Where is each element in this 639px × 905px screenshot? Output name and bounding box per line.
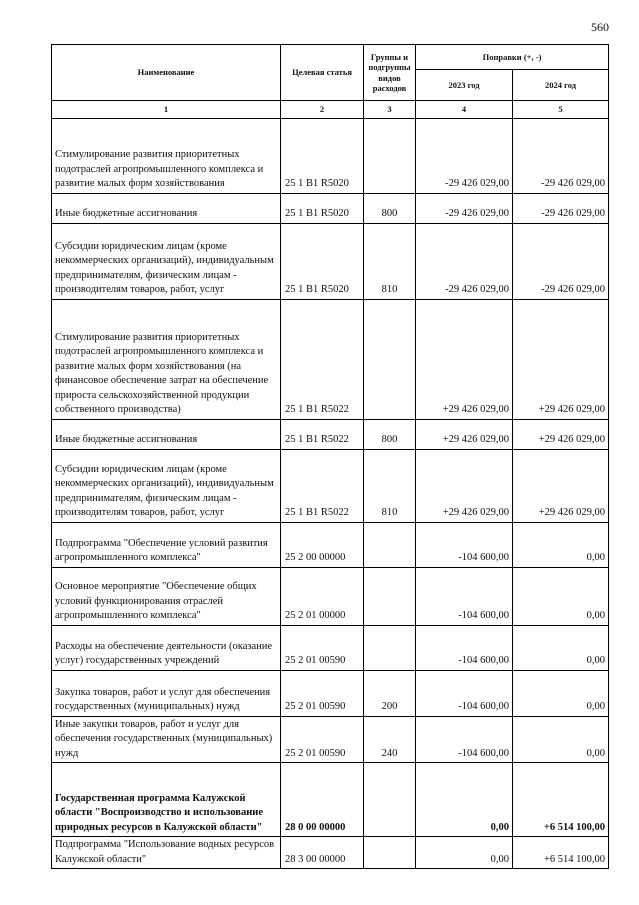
row-code: 25 2 01 00590 xyxy=(281,625,364,670)
row-amount-2024: 0,00 xyxy=(513,716,609,763)
row-amount-2023: +29 426 029,00 xyxy=(416,419,513,449)
row-amount-2024: +29 426 029,00 xyxy=(513,449,609,522)
row-amount-2024: 0,00 xyxy=(513,670,609,716)
header-name: Наименование xyxy=(52,45,281,101)
row-amount-2024: -29 426 029,00 xyxy=(513,223,609,299)
row-name: Расходы на обеспечение деятельности (оказание услуг) государственных учреждений xyxy=(52,625,281,670)
row-amount-2024: +6 514 100,00 xyxy=(513,763,609,837)
row-code: 28 0 00 00000 xyxy=(281,763,364,837)
table-row xyxy=(52,567,609,625)
table-row xyxy=(52,193,609,223)
row-name: Стимулирование развития приоритетных подотраслей агропромышленного комплекса и развитие малых форм хозяйствования (на финансовое обеспечение затрат на обеспечение прироста сельскохозяйственной продукции собственного производства) xyxy=(52,299,281,419)
header-groups: Группы и подгруппы видов расходов xyxy=(364,45,416,101)
row-amount-2023: +29 426 029,00 xyxy=(416,299,513,419)
table-row xyxy=(52,625,609,670)
row-name: Субсидии юридическим лицам (кроме некоммерческих организаций), индивидуальным предпринимателям, физическим лицам - производителям товаров, работ, услуг xyxy=(52,449,281,522)
row-code: 25 1 B1 R5020 xyxy=(281,118,364,193)
row-code: 25 1 B1 R5022 xyxy=(281,299,364,419)
row-amount-2023: -104 600,00 xyxy=(416,625,513,670)
row-amount-2023: -104 600,00 xyxy=(416,522,513,567)
table-row xyxy=(52,670,609,716)
row-amount-2024: 0,00 xyxy=(513,522,609,567)
table-row xyxy=(52,449,609,522)
table-row-program xyxy=(52,763,609,837)
row-amount-2023: -29 426 029,00 xyxy=(416,118,513,193)
row-amount-2024: +6 514 100,00 xyxy=(513,837,609,869)
table-row xyxy=(52,419,609,449)
row-name: Субсидии юридическим лицам (кроме некоммерческих организаций), индивидуальным предпринимателям, физическим лицам - производителям товаров, работ, услуг xyxy=(52,223,281,299)
header-year-2024: 2024 год xyxy=(513,70,609,101)
table-row xyxy=(52,118,609,193)
row-group: 800 xyxy=(364,419,416,449)
col-index-2: 2 xyxy=(281,101,364,119)
row-group: 810 xyxy=(364,449,416,522)
row-amount-2023: -104 600,00 xyxy=(416,716,513,763)
row-group xyxy=(364,522,416,567)
row-amount-2023: -104 600,00 xyxy=(416,567,513,625)
row-code: 25 1 B1 R5022 xyxy=(281,419,364,449)
budget-table xyxy=(51,44,609,869)
row-name: Подпрограмма "Использование водных ресурсов Калужской области" xyxy=(52,837,281,869)
row-code: 25 2 01 00590 xyxy=(281,670,364,716)
table-row xyxy=(52,223,609,299)
row-amount-2024: -29 426 029,00 xyxy=(513,118,609,193)
row-amount-2023: -104 600,00 xyxy=(416,670,513,716)
table-row xyxy=(52,299,609,419)
header-amendments: Поправки (+, -) xyxy=(416,45,609,70)
row-group: 800 xyxy=(364,193,416,223)
table-row xyxy=(52,837,609,869)
table-row xyxy=(52,716,609,763)
row-amount-2024: 0,00 xyxy=(513,625,609,670)
row-amount-2023: 0,00 xyxy=(416,763,513,837)
col-index-4: 4 xyxy=(416,101,513,119)
page-number: 560 xyxy=(591,20,609,34)
row-code: 25 1 B1 R5020 xyxy=(281,193,364,223)
table-row xyxy=(52,522,609,567)
row-code: 25 2 01 00590 xyxy=(281,716,364,763)
col-index-5: 5 xyxy=(513,101,609,119)
row-amount-2024: -29 426 029,00 xyxy=(513,193,609,223)
row-name: Стимулирование развития приоритетных подотраслей агропромышленного комплекса и развитие малых форм хозяйствования xyxy=(52,118,281,193)
row-name: Иные закупки товаров, работ и услуг для обеспечения государственных (муниципальных) нужд xyxy=(52,716,281,763)
col-index-3: 3 xyxy=(364,101,416,119)
row-code: 25 1 B1 R5022 xyxy=(281,449,364,522)
row-group xyxy=(364,118,416,193)
row-name: Закупка товаров, работ и услуг для обеспечения государственных (муниципальных) нужд xyxy=(52,670,281,716)
row-code: 28 3 00 00000 xyxy=(281,837,364,869)
row-name: Иные бюджетные ассигнования xyxy=(52,193,281,223)
row-amount-2024: +29 426 029,00 xyxy=(513,299,609,419)
row-group xyxy=(364,763,416,837)
row-group xyxy=(364,837,416,869)
row-group xyxy=(364,299,416,419)
row-code: 25 2 00 00000 xyxy=(281,522,364,567)
row-group: 240 xyxy=(364,716,416,763)
row-group xyxy=(364,567,416,625)
row-amount-2023: -29 426 029,00 xyxy=(416,193,513,223)
row-amount-2023: 0,00 xyxy=(416,837,513,869)
row-code: 25 1 B1 R5020 xyxy=(281,223,364,299)
row-group: 810 xyxy=(364,223,416,299)
row-name: Иные бюджетные ассигнования xyxy=(52,419,281,449)
header-target: Целевая статья xyxy=(281,45,364,101)
row-code: 25 2 01 00000 xyxy=(281,567,364,625)
row-group xyxy=(364,625,416,670)
row-name: Государственная программа Калужской области "Воспроизводство и использование природных ресурсов в Калужской области" xyxy=(52,763,281,837)
row-group: 200 xyxy=(364,670,416,716)
row-name: Подпрограмма "Обеспечение условий развития агропромышленного комплекса" xyxy=(52,522,281,567)
row-amount-2024: 0,00 xyxy=(513,567,609,625)
header-year-2023: 2023 год xyxy=(416,70,513,101)
row-amount-2024: +29 426 029,00 xyxy=(513,419,609,449)
row-amount-2023: -29 426 029,00 xyxy=(416,223,513,299)
col-index-1: 1 xyxy=(52,101,281,119)
row-name: Основное мероприятие "Обеспечение общих условий функционирования отраслей агропромышленного комплекса" xyxy=(52,567,281,625)
row-amount-2023: +29 426 029,00 xyxy=(416,449,513,522)
